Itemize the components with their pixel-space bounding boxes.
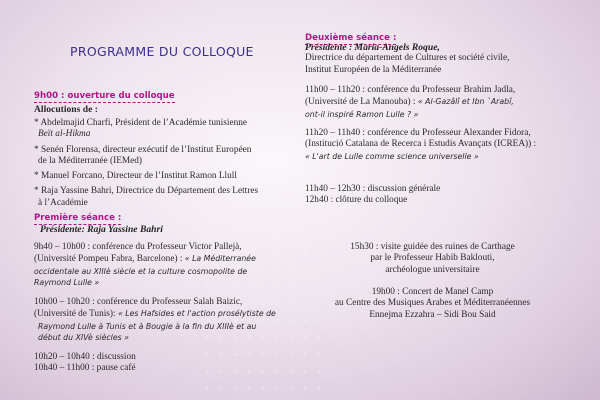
allocutions-label: Allocutions de :: [34, 104, 98, 115]
allocutions-list: [34, 118, 304, 209]
session1-heading: Première séance :: [34, 213, 122, 223]
opening-heading: 9h00 : ouverture du colloque: [34, 91, 175, 101]
allocution-item: * Abdelmajid Charfi, Président de l’Académie tunisienne Beït al-Hikma: [34, 118, 247, 140]
talk2: 10h00 – 10h20 : conférence du Professeur Salah Baizic, (Université de Tunis): « Les Hafsides et l'action prosélytiste de Raymond Lulle à Tunis et à Bougie à la fin du XIIIè et au début du XIVè siècles »: [34, 297, 276, 342]
talk1: 9h40 – 10h00 : conférence du Professeur Victor Pallejà, (Université Pompeu Fabra, Barcelone) : « La Méditerranée occidentale au XIIIè siècle et la culture cosmopolite de Raymond Lulle »: [34, 242, 256, 287]
talk4: 11h20 – 11h40 : conférence du Professeur Alexander Fidora, (Institució Catalana de Recerca i Estudis Avançats (ICREA)) : « L'art de Lulle comme science universelle »: [305, 128, 537, 161]
allocution-item: * Manuel Forcano, Directeur de l’Institut Ramon Llull: [34, 171, 237, 182]
visit: 15h30 : visite guidée des ruines de Carthage par le Professeur Habib Baklouti, archéologue universitaire: [350, 242, 515, 275]
session2-heading: Deuxième séance :: [305, 33, 397, 43]
concert: 19h00 : Concert de Manel Camp au Centre des Musiques Arabes et Méditerranéennes Ennejma Ezzahra – Sidi Bou Said: [334, 287, 531, 320]
session2-president: Présidente : Maria-Angels Roque, Directrice du département de Cultures et société civile, Institut Européen de la Méditerranée: [305, 42, 510, 75]
general-closing: 11h40 – 12h30 : discussion générale 12h40 : clôture du colloque: [305, 184, 441, 206]
page-title: PROGRAMME DU COLLOQUE: [70, 44, 254, 59]
talk3: 11h00 – 11h20 : conférence du Professeur Brahim Jadla, (Université de La Manouba) : « Al-Gazâlî et Ibn `Arabî, ont-il inspiré Ramon Lulle ? »: [305, 85, 516, 119]
session1-president: Présidente: Raja Yassine Bahri: [40, 224, 163, 235]
discussion-pause: 10h20 – 10h40 : discussion 10h40 – 11h00 : pause café: [34, 352, 136, 374]
allocution-item: * Raja Yassine Bahri, Directrice du Département des Lettres à l’Académie: [34, 186, 259, 208]
allocution-item: * Senén Florensa, directeur exécutif de l’Institut Européen de la Méditerranée (IEMed): [34, 144, 252, 166]
